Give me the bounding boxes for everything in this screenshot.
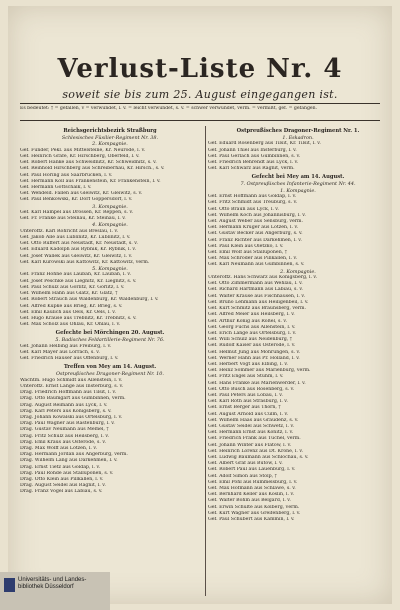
unit-heading: 4. Kompagnie. [92,222,128,229]
unit-heading: 2. Kompagnie. [92,141,128,148]
casualty-entry: Gef. Emil Wolf aus Stallupönen, † [208,250,288,256]
casualty-entry: Gef. Ernst Berger aus Thorn, † [208,405,281,411]
casualty-entry: Unteroffz. Ernst Lange aus Insterburg, s. v. [20,383,124,389]
casualty-entry: Drag. August Reimann aus Lyck, l. v. [20,402,108,408]
casualty-entry: Gef. Josef Peschke aus Liegnitz, Kr. Liegnitz, s. v. [20,278,137,284]
column-divider [205,126,206,596]
casualty-entry: Gef. Reinhold Hirschberg aus Schreiberhau, Kr. Hirsch., s. v. [20,166,165,172]
section-heading: Reichsgerichtsbezirk Straßburg [63,128,157,134]
casualty-entry: Gef. Karl Neumann aus Gumbinnen, s. v. [208,262,305,268]
casualty-entry: Gef. Paul Höring aus Saarbrücken, l. v. [20,172,113,178]
casualty-entry: Gef. Paul Peters aus Löbau, l. v. [208,392,283,398]
casualty-entry: Gef. Walter Krause aus Fischhausen, l. v. [208,293,305,299]
casualty-entry: Drag. Friedrich Hoffmann aus Tilsit, l. v. [20,390,117,396]
casualty-entry: Gef. Wendeld. Fallen aus Gleiwitz, Kr. Gleiwitz, s. v. [20,191,143,197]
left-column [20,126,200,598]
casualty-entry: Gef. Herbert Vogt aus Elbing, l. v. [208,361,288,367]
section-heading: Treffen von Mey am 14. August. [63,364,157,371]
casualty-entry: Gef. Wilhelm Koch aus Johannisburg, l. v. [208,212,306,218]
casualty-entry: Drag. Gustav Neumann aus Memel, † [20,427,109,433]
casualty-entry: Gef. Emil Pohl aus Rummelsburg, l. v. [208,479,298,485]
casualty-entry: Gef. Fritz Schmidt aus Treuburg, s. v. [208,200,298,206]
casualty-entry: Drag. Paul Wagner aus Rastenburg, l. v. [20,421,115,427]
page-subtitle: soweit sie bis zum 25. August eingegangen ist. [62,88,338,101]
casualty-entry: Gef. Robert Paul aus Lauenburg, l. v. [208,467,296,473]
casualty-entry: Drag. Otto Baumgart aus Gumbinnen, verm. [20,396,126,402]
casualty-entry: Gef. Wilhelm Hahn aus Glatz, Kr. Glatz, † [20,291,118,297]
unit-heading: 1. Kompagnie. [280,187,316,194]
logo-text-line1: Universitäts- und Landes- [18,577,87,583]
casualty-entry: Drag. Karl Peters aus Königsberg, s. v. [20,408,112,414]
casualty-entry: Gef. Rudolf Kaiser aus Osterode, l. v. [208,343,296,349]
casualty-entry: Drag. Wilhelm Lang aus Darkehmen, l. v. [20,458,118,464]
casualty-entry: Gef. Willi Schulz aus Neidenburg, † [208,337,293,343]
unit-heading: 7. Ostpreußisches Infanterie-Regiment Nr. 44. [240,181,356,188]
casualty-entry: Gef. Helmut Jung aus Mohrungen, s. v. [208,349,301,355]
casualty-entry: Gef. Bruno Lehmann aus Heiligenbeil, l. v. [208,299,309,305]
casualty-entry: Gef. Hermann Gottschalk, l. v. [20,185,92,191]
casualty-entry: Gef. Otto Ruffert aus Neustadt, Kr. Neustadt, s. v. [20,241,138,247]
casualty-entry: Gef. Arthur König aus Rößel, s. v. [208,318,287,324]
abbreviation-legend: Es bedeutet: † = gefallen, v = verwundet, l. v. = leicht verwundet, s. v. = schwer verwundet, verm. = vermißt, gef. = gefangen. [20,106,318,111]
casualty-entry: Gef. Kurt Schmitz aus Braunsberg, verm. [208,306,306,312]
casualty-entry: Gef. Hermann Ernst aus Konitz, l. v. [208,430,294,436]
casualty-entry: Unteroffz. Karl Röhricht aus Breslau, l. v. [20,228,119,234]
casualty-entry: Gef. Fritz Engel aus Stuhm, l. v. [208,374,284,380]
casualty-entry: Gef. Hermann Krüger aus Lötzen, l. v. [208,225,299,231]
casualty-entry: Gef. Johann Thiel aus Insterburg, l. v. [208,147,297,153]
casualty-entry: Drag. Paul Rohde aus Stallupönen, s. v. [20,470,114,476]
unit-heading: 2. Kompagnie. [280,268,316,275]
casualty-entry: Gef. Bernhard Keller aus Köslin, l. v. [208,492,295,498]
casualty-entry: Unteroffz. Hans Schwarz aus Königsberg, l. v. [208,275,318,281]
casualty-entry: Gef. Adolf Simon aus Stolp, † [208,473,277,479]
casualty-entry: Gef. Gustav Becker aus Angerburg, s. v. [208,231,303,237]
casualty-entry: Gef. Karl Schwarz aus Ragnit, verm. [208,166,295,172]
casualty-entry: Gef. Friedrich Behrendt aus Lyck, l. v. [208,160,299,166]
casualty-entry: Gef. Erwin Schulte aus Kolberg, verm. [208,504,300,510]
casualty-entry: Gef. Alfred Kupke aus Brieg, Kr. Brieg, s. v. [20,303,123,309]
casualty-entry: Gef. Richard Hartmann aus Labiau, s. v. [208,287,303,293]
casualty-entry: Gef. Max Hofmann aus Schlawe, s. v. [208,485,296,491]
casualty-entry: Gef. Max Schröder aus Pillkallen, l. v. [208,256,298,262]
casualty-entry: Gef. Paul Benkowski, Kr. Dorf Göppersdorf, l. v. [20,197,133,203]
casualty-entry: Gef. Josef Wallek aus Gleiwitz, Kr. Gleiwitz, l. v. [20,253,133,259]
casualty-entry: Gef. Franz Richter aus Darkehmen, l. v. [208,237,302,243]
casualty-entry: Gef. Wilhelm Haas aus Graudenz, s. v. [208,417,299,423]
unit-heading: 5. Badisches Feldartillerie-Regiment Nr. 76. [55,337,165,344]
casualty-entry: Gef. Jakob Alle aus Lublinitz, Kr. Lublinitz, l. v. [20,235,131,241]
casualty-entry: Drag. Emil Kraus aus Osterode, s. v. [20,439,106,445]
casualty-entry: Gef. Otto Zimmermann aus Wehlau, l. v. [208,281,303,287]
casualty-entry: Gef. Hermann Koll aus Frankenstein, Kr. Frankenstein, l. v. [20,178,161,184]
casualty-entry: Gef. Hugo Krause aus Trebnitz, Kr. Trebnitz, s. v. [20,315,137,321]
casualty-entry: Gef. Hans Franke aus Marienwerder, l. v. [208,380,306,386]
casualty-entry: Drag. Ernst Tietz aus Goldap, l. v. [20,464,101,470]
library-logo [0,572,110,610]
unit-heading: 5. Kompagnie. [92,266,128,273]
casualty-entry: Gef. Paul Schubert aus Kammin, l. v. [208,517,295,522]
casualty-entry: Gef. Eduard Kadolph aus Rybnik, Kr. Rybnik, l. v. [20,247,137,253]
casualty-entry: Gef. Georg Fuchs aus Allenstein, l. v. [208,324,296,330]
casualty-entry: Gef. Albert Graf aus Bütow, l. v. [208,461,283,467]
logo-text-line2: bibliothek Düsseldorf [18,584,74,590]
casualty-entry: Drag. Hermann Jordan aus Angerburg, verm. [20,452,128,458]
casualty-entry: Gef. Max Scholz aus Ohlau, Kr. Ohlau, l. v. [20,322,121,328]
casualty-entry: Wachtm. Hugo Schmidt aus Allenstein, l. v. [20,377,123,383]
library-logo-icon [4,578,15,592]
casualty-entry: Gef. Otto Busch aus Rosenberg, s. v. [208,386,295,392]
section-heading: Gefecht bei Mey am 14. August. [251,174,345,181]
casualty-entry: Drag. Max Wolff aus Lötzen, l. v. [20,445,97,451]
casualty-entry: Gef. Werner Hahn aus Pr. Holland, l. v. [208,355,300,361]
top-rule [20,103,380,104]
casualty-entry: Gef. Ludwig Baumann aus Schlochau, s. v. [208,454,309,460]
casualty-entry: Gef. August Weber aus Sensburg, verm. [208,219,303,225]
casualty-entry: Gef. Paul Gerlach aus Gumbinnen, s. v. [208,153,301,159]
casualty-entry: Gef. August Arnold aus Culm, l. v. [208,411,289,417]
casualty-entry: Gef. Johann Helbing aus Freiburg, l. v. [20,343,112,349]
casualty-entry: Gef. Gustav Seidel aus Schwetz, l. v. [208,423,295,429]
casualty-entry: Gef. Alfred Meier aus Heilsberg, l. v. [208,312,295,318]
casualty-entry: Gef. Karl Hampel aus Drossen, Kr. Reppen, s. v. [20,210,134,216]
casualty-entry: Drag. Johann Kowalski aus Ortelsburg, l. v. [20,414,123,420]
casualty-entry: Gef. Walter Böhm aus Belgard, l. v. [208,498,291,504]
casualty-entry: Gef. Paul Klein aus Oletzko, l. v. [208,243,284,249]
casualty-entry: Drag. Fritz Schulz aus Heilsberg, l. v. [20,433,109,439]
casualty-entry: Gef. Karl Kurowski aus Kattowitz, Kr. Kattowitz, verm. [20,259,150,265]
casualty-entry: Gef. Erich Lange aus Ortelsburg, l. v. [208,330,297,336]
page-title: Verlust-Liste Nr. 4 [57,54,343,84]
casualty-entry: Gef. Johann Winter aus Flatow, l. v. [208,442,292,448]
casualty-entry: Gef. Friedrich Hauser aus Offenburg, l. v. [20,356,119,362]
casualty-entry: Gef. Karl Mayer aus Lörrach, s. v. [20,349,100,355]
legend-rule [20,120,380,121]
casualty-entry: Gef. Heinrich Lorenz aus Dt. Krone, l. v. [208,448,303,454]
casualty-entry: Gef. Robert Hanke aus Schweidnitz, Kr. Schweidnitz, s. v. [20,160,157,166]
casualty-entry: Gef. Kurt Wagner aus Greifenberg, l. v. [208,510,301,516]
unit-heading: 3. Kompagnie. [92,203,128,210]
casualty-entry: Gef. Emil Kaulich aus Oels, Kr. Oels, l. v. [20,309,116,315]
section-heading: Ostpreußisches Dragoner-Regiment Nr. 1. [236,128,360,134]
casualty-entry: Drag. Franz Vogel aus Labiau, s. v. [20,489,103,495]
unit-heading: 1. Eskadron. [282,135,314,141]
casualty-entry: Gef. Otto Braun aus Lyck, l. v. [208,206,279,212]
casualty-entry: Gef. Fünder, Pekl. aus Mittelsteine, Kr. Neurode, l. v. [20,147,146,153]
casualty-entry: Gef. Friedrich Frank aus Tuchel, verm. [208,436,301,442]
casualty-entry: Gef. Ernst Hoffmann aus Goldap, l. v. [208,194,297,200]
casualty-entry: Gef. Franz Höhne aus Lauban, Kr. Lauban, l. v. [20,272,131,278]
section-heading: Gefechte bei Mörchingen 20. August. [55,330,165,337]
unit-heading: Ostpreußisches Dragoner-Regiment Nr. 10. [56,371,164,378]
casualty-entry: Gef. Heinrich Gräfe, Kr. Hirschberg, Oberfeld, l. v. [20,154,140,160]
casualty-entry: Gef. Paul Schulz aus Görlitz, Kr. Görlitz, l. v. [20,284,125,290]
casualty-entry: Gef. Eduard Rosenberg aus Tilsit, Kr. Tilsit, l. v. [208,141,321,147]
casualty-entry: Gef. Fr. Franke aus Steinau, Kr. Steinau, l. v. [20,216,126,222]
casualty-entry: Drag. August Seidel aus Ragnit, l. v. [20,483,106,489]
newspaper-page [8,6,392,604]
casualty-entry: Gef. Robert Strauch aus Waldenburg, Kr. Waldenburg, l. v. [20,297,159,303]
casualty-entry: Drag. Otto Klein aus Pillkallen, l. v. [20,476,104,482]
casualty-entry: Gef. Heinz Sommer aus Marienburg, verm. [208,368,311,374]
unit-heading: Schlesisches Füsilier-Regiment Nr. 38. [61,135,159,141]
casualty-entry: Gef. Karl Roth aus Strasburg, l. v. [208,399,288,405]
right-column [208,126,388,598]
